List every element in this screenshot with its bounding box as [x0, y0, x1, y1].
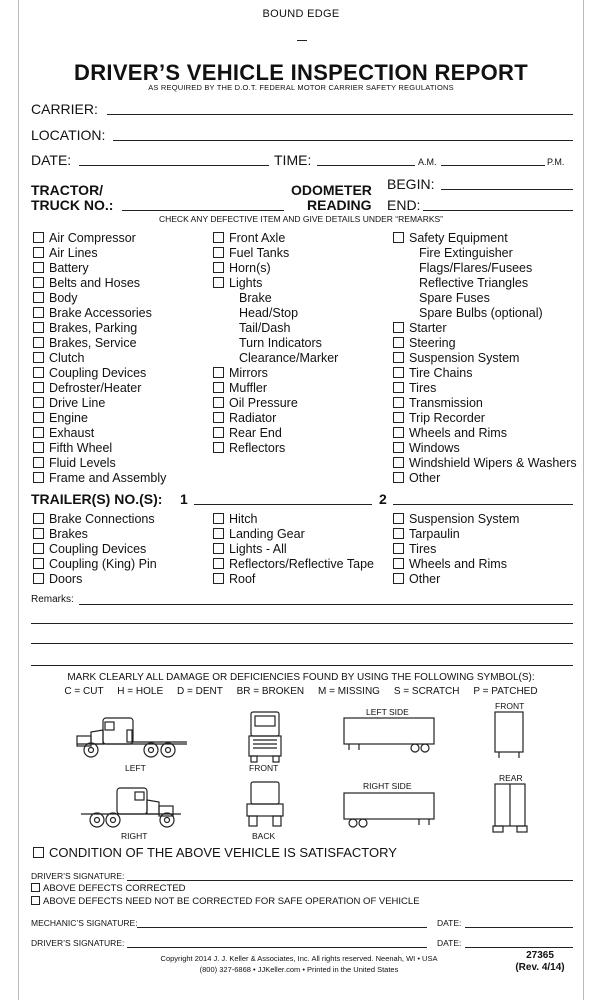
checklist-item-label: Tires [409, 381, 437, 395]
checklist-item[interactable] [393, 527, 460, 542]
odometer-end-field[interactable] [423, 210, 573, 211]
inspection-form [18, 0, 584, 1000]
checkbox[interactable] [393, 337, 404, 348]
tractor-front-view-icon [249, 712, 281, 762]
carrier-label: CARRIER: [31, 101, 98, 117]
checklist-item-label: Trip Recorder [409, 411, 485, 425]
location-label: LOCATION: [31, 127, 106, 143]
checkbox[interactable] [213, 262, 224, 273]
mechanic-date-label: DATE: [437, 918, 462, 928]
trailer-1-label: 1 [180, 491, 188, 507]
checklist-item-label: Lights - All [229, 542, 287, 556]
checklist-item-label: Air Compressor [49, 231, 136, 245]
checklist-item-label: Clutch [49, 351, 85, 365]
checkbox[interactable] [33, 337, 44, 348]
checkbox[interactable] [33, 322, 44, 333]
odometer-begin-field[interactable] [441, 189, 573, 190]
pm-label: P.M. [547, 157, 565, 167]
form-title: DRIVER’S VEHICLE INSPECTION REPORT [74, 60, 528, 85]
checklist-item[interactable] [393, 512, 519, 527]
checkbox[interactable] [33, 442, 44, 453]
checkbox[interactable] [213, 442, 224, 453]
form-number: 27365 [526, 950, 554, 961]
checkbox[interactable] [213, 558, 224, 569]
truck-no-field[interactable] [122, 210, 284, 211]
driver-signature-2-label: DRIVER’S SIGNATURE: [31, 938, 125, 948]
checklist-item-label: Starter [409, 321, 447, 335]
trailer-right-side-icon [344, 793, 434, 827]
remarks-line-2[interactable] [31, 623, 573, 624]
checklist-item[interactable] [33, 471, 166, 486]
checkbox[interactable] [213, 247, 224, 258]
checklist-item[interactable] [33, 557, 157, 572]
checkbox[interactable] [393, 513, 404, 524]
checklist-item-label: Body [49, 291, 78, 305]
check-note: CHECK ANY DEFECTIVE ITEM AND GIVE DETAILS UNDER “REMARKS” [158, 214, 443, 224]
checklist-item-label: Transmission [409, 396, 483, 410]
driver-signature-2-field[interactable] [127, 947, 427, 948]
checklist-item[interactable] [213, 572, 255, 587]
checklist-item-label: Rear End [229, 426, 282, 440]
checklist-item-label: Brakes [49, 527, 88, 541]
checkbox[interactable] [393, 442, 404, 453]
checklist-item-label: Brake [239, 291, 272, 305]
driver-date-label: DATE: [437, 938, 462, 948]
diagram-front-trailer-label: FRONT [495, 701, 525, 711]
checkbox[interactable] [33, 528, 44, 539]
defects-not-needed-checkbox[interactable] [31, 896, 40, 905]
damage-instruction: MARK CLEARLY ALL DAMAGE OR DEFICIENCIES FOUND BY USING THE FOLLOWING SYMBOL(S): [67, 672, 535, 683]
checkbox[interactable] [33, 292, 44, 303]
checklist-item[interactable] [33, 411, 88, 426]
checklist-item[interactable] [213, 261, 271, 276]
reading-label: READING [307, 197, 372, 213]
checklist-item[interactable] [33, 441, 112, 456]
truck-no-label: TRUCK NO.: [31, 197, 114, 213]
date-field[interactable] [79, 165, 269, 166]
checklist-item-label: Reflective Triangles [419, 276, 529, 290]
condition-satisfactory-item[interactable] [33, 845, 397, 860]
checklist-item-label: Steering [409, 336, 456, 350]
mechanic-date-field[interactable] [465, 927, 573, 928]
checkbox[interactable] [33, 247, 44, 258]
checklist-item[interactable] [213, 366, 268, 381]
driver-signature-label: DRIVER’S SIGNATURE: [31, 871, 125, 881]
checklist-item[interactable] [213, 381, 267, 396]
diagram-left-label: LEFT [125, 763, 146, 773]
checklist-item [413, 261, 532, 276]
checkbox[interactable] [33, 262, 44, 273]
checklist-item[interactable] [33, 396, 105, 411]
checklist-item[interactable] [213, 557, 374, 572]
checklist-item[interactable] [393, 471, 440, 486]
checkbox[interactable] [393, 367, 404, 378]
checkbox[interactable] [393, 472, 404, 483]
defects-not-needed-label: ABOVE DEFECTS NEED NOT BE CORRECTED FOR SAFE OPERATION OF VEHICLE [43, 896, 420, 907]
checklist-item[interactable] [213, 426, 282, 441]
carrier-field[interactable] [107, 114, 573, 115]
checklist-item-label: Coupling (King) Pin [49, 557, 157, 571]
checklist-item-label: Tire Chains [409, 366, 473, 380]
checklist-item[interactable] [213, 246, 289, 261]
checklist-item-label: Windows [409, 441, 460, 455]
trailer-1-field[interactable] [194, 504, 372, 505]
checklist-item[interactable] [393, 426, 507, 441]
checklist-item[interactable] [393, 396, 483, 411]
checklist-item[interactable] [213, 542, 287, 557]
location-field[interactable] [113, 140, 573, 141]
checklist-item[interactable] [393, 456, 577, 471]
checklist-item[interactable] [213, 276, 262, 291]
bound-edge-label: BOUND EDGE [262, 8, 340, 20]
copyright-line-1: Copyright 2014 J. J. Keller & Associates, Inc. All rights reserved. Neenah, WI • USA [160, 954, 438, 963]
checklist-item-label: Radiator [229, 411, 277, 425]
defects-corrected-checkbox[interactable] [31, 883, 40, 892]
vehicle-diagrams[interactable] [19, 700, 585, 842]
checkbox[interactable] [393, 427, 404, 438]
end-label: END: [387, 197, 421, 213]
remarks-line-1[interactable] [79, 604, 573, 605]
diagram-right-label: RIGHT [121, 831, 148, 841]
checklist-item-label: Fire Extinguisher [419, 246, 513, 260]
checklist-item-label: Roof [229, 572, 256, 586]
checklist-item-label: Drive Line [49, 396, 106, 410]
checklist-item [413, 246, 513, 261]
checklist-item[interactable] [393, 366, 472, 381]
checklist-item-label: Defroster/Heater [49, 381, 142, 395]
checklist-item-label: Suspension System [409, 512, 520, 526]
checklist-item[interactable] [33, 276, 140, 291]
begin-label: BEGIN: [387, 176, 435, 192]
checklist-item [233, 336, 322, 351]
checkbox[interactable] [33, 277, 44, 288]
diagram-left-side-label: LEFT SIDE [366, 707, 409, 717]
checklist-item[interactable] [33, 381, 141, 396]
defects-corrected-item[interactable] [31, 883, 186, 894]
copyright-line-2: (800) 327-6868 • JJKeller.com • Printed in the United States [199, 965, 399, 974]
checklist-item[interactable] [33, 527, 88, 542]
checklist-item-label: Turn Indicators [239, 336, 322, 350]
mechanic-signature-field[interactable] [137, 927, 427, 928]
checklist-item[interactable] [33, 246, 98, 261]
checkbox[interactable] [213, 543, 224, 554]
checklist-item[interactable] [33, 321, 137, 336]
checkbox[interactable] [33, 513, 44, 524]
diagram-back-label: BACK [252, 831, 276, 841]
checkbox[interactable] [33, 543, 44, 554]
tractor-label: TRACTOR/ [31, 182, 104, 198]
checklist-item-label: Head/Stop [239, 306, 299, 320]
checkbox[interactable] [393, 322, 404, 333]
remarks-label: Remarks: [31, 594, 74, 605]
diagram-rear-label: REAR [499, 773, 523, 783]
checklist-item-label: Safety Equipment [409, 231, 508, 245]
checklist-item-label: Front Axle [229, 231, 286, 245]
checklist-item[interactable] [33, 351, 84, 366]
driver-date-field[interactable] [465, 947, 573, 948]
checklist-item[interactable] [33, 366, 146, 381]
checkbox[interactable] [33, 457, 44, 468]
checklist-item-label: Horn(s) [229, 261, 271, 275]
checklist-item[interactable] [33, 261, 89, 276]
checkbox[interactable] [213, 382, 224, 393]
diagram-right-side-label: RIGHT SIDE [363, 781, 412, 791]
checklist-item-label: Brakes, Parking [49, 321, 138, 335]
tractor-right-view-icon [81, 788, 181, 827]
checkbox[interactable] [213, 412, 224, 423]
time-pm-field[interactable] [441, 165, 545, 166]
checklist-item[interactable] [33, 291, 78, 306]
checkbox[interactable] [33, 232, 44, 243]
checkbox[interactable] [33, 573, 44, 584]
checklist-item [233, 306, 298, 321]
checkbox[interactable] [393, 543, 404, 554]
checklist-item[interactable] [213, 441, 285, 456]
checklist-item[interactable] [393, 411, 485, 426]
checklist-item[interactable] [393, 381, 436, 396]
checklist-item-label: Wheels and Rims [409, 557, 507, 571]
remarks-line-4[interactable] [31, 665, 573, 666]
checklist-item [233, 351, 338, 366]
checkbox[interactable] [393, 558, 404, 569]
checkbox[interactable] [33, 307, 44, 318]
checkbox[interactable] [213, 367, 224, 378]
checklist-item[interactable] [213, 396, 298, 411]
checklist-item[interactable] [393, 441, 460, 456]
checkbox[interactable] [213, 397, 224, 408]
checklist-item [413, 276, 528, 291]
trailer-front-view-icon [495, 712, 523, 758]
trailer-no-label: TRAILER(S) NO.(S): [31, 491, 163, 507]
checklist-item-label: Tires [409, 542, 437, 556]
checklist-item-label: Belts and Hoses [49, 276, 141, 290]
condition-checkbox[interactable] [33, 847, 44, 858]
checkbox[interactable] [33, 382, 44, 393]
checklist-item-label: Fluid Levels [49, 456, 116, 470]
checkbox[interactable] [33, 352, 44, 363]
checklist-item[interactable] [213, 411, 276, 426]
checklist-item [413, 291, 490, 306]
checklist-item-label: Tail/Dash [239, 321, 291, 335]
checklist-item[interactable] [33, 306, 152, 321]
checkbox[interactable] [393, 412, 404, 423]
checkbox[interactable] [393, 573, 404, 584]
checklist-item-label: Oil Pressure [229, 396, 298, 410]
checklist-item[interactable] [393, 542, 436, 557]
checklist-item-label: Engine [49, 411, 88, 425]
checklist-item-label: Spare Fuses [419, 291, 490, 305]
trailer-2-field[interactable] [393, 504, 573, 505]
checkbox[interactable] [33, 427, 44, 438]
checkbox[interactable] [393, 352, 404, 363]
checklist-item[interactable] [33, 512, 155, 527]
checklist-item-label: Hitch [229, 512, 258, 526]
checklist-item[interactable] [33, 572, 82, 587]
checkbox[interactable] [213, 513, 224, 524]
checkbox[interactable] [33, 367, 44, 378]
checklist-item-label: Air Lines [49, 246, 98, 260]
checklist-item[interactable] [393, 336, 456, 351]
defects-corrected-label: ABOVE DEFECTS CORRECTED [43, 883, 186, 894]
checklist-item-label: Other [409, 572, 441, 586]
tractor-left-view-icon [77, 718, 187, 757]
checkbox[interactable] [213, 427, 224, 438]
odometer-label: ODOMETER [291, 182, 372, 198]
checklist-item[interactable] [33, 231, 136, 246]
checklist-item-label: Fuel Tanks [229, 246, 290, 260]
divider [297, 40, 307, 41]
checklist-item-label: Coupling Devices [49, 366, 147, 380]
checklist-item-label: Landing Gear [229, 527, 305, 541]
checklist-item-label: Mirrors [229, 366, 268, 380]
checklist-item[interactable] [213, 231, 285, 246]
checklist-item-label: Brake Accessories [49, 306, 152, 320]
checklist-item-label: Brake Connections [49, 512, 155, 526]
checkbox[interactable] [33, 412, 44, 423]
checklist-item-label: Clearance/Marker [239, 351, 339, 365]
form-revision: (Rev. 4/14) [515, 962, 565, 973]
checklist-item[interactable] [393, 231, 508, 246]
checklist-item[interactable] [33, 542, 146, 557]
am-label: A.M. [418, 157, 437, 167]
diagram-front-label: FRONT [249, 763, 279, 773]
checklist-item[interactable] [393, 572, 440, 587]
checklist-item-label: Suspension System [409, 351, 520, 365]
checkbox[interactable] [213, 573, 224, 584]
time-am-field[interactable] [317, 165, 415, 166]
driver-signature-field[interactable] [127, 880, 573, 881]
remarks-line-3[interactable] [31, 643, 573, 644]
checklist-item-label: Fifth Wheel [49, 441, 113, 455]
checklist-item-label: Frame and Assembly [49, 471, 167, 485]
checklist-item-label: Spare Bulbs (optional) [419, 306, 543, 320]
checklist-item-label: Battery [49, 261, 89, 275]
time-label: TIME: [274, 152, 312, 168]
checkbox[interactable] [33, 472, 44, 483]
checklist-item-label: Reflectors/Reflective Tape [229, 557, 374, 571]
trailer-2-label: 2 [379, 491, 387, 507]
checkbox[interactable] [33, 397, 44, 408]
checkbox[interactable] [393, 457, 404, 468]
checklist-item-label: Coupling Devices [49, 542, 147, 556]
condition-label: CONDITION OF THE ABOVE VEHICLE IS SATISFACTORY [49, 845, 397, 860]
date-label: DATE: [31, 152, 72, 168]
checklist-item-label: Other [409, 471, 441, 485]
checkbox[interactable] [213, 528, 224, 539]
checkbox[interactable] [393, 528, 404, 539]
checklist-item [233, 321, 290, 336]
checklist-item-label: Exhaust [49, 426, 95, 440]
checklist-item-label: Muffler [229, 381, 267, 395]
checklist-item[interactable] [33, 456, 116, 471]
checklist-item [233, 291, 272, 306]
tractor-back-view-icon [247, 782, 283, 826]
damage-symbol-legend: C = CUT H = HOLE D = DENT BR = BROKEN M = MISSING S = SCRATCH P = PATCHED [64, 686, 538, 697]
checklist-item-label: Flags/Flares/Fusees [419, 261, 533, 275]
checkbox[interactable] [393, 232, 404, 243]
checklist-item-label: Windshield Wipers & Washers [409, 456, 577, 470]
trailer-left-side-icon [344, 718, 434, 752]
checklist-item[interactable] [393, 351, 519, 366]
checklist-item[interactable] [213, 512, 257, 527]
checkbox[interactable] [393, 382, 404, 393]
trailer-rear-view-icon [493, 784, 527, 832]
checklist-item-label: Tarpaulin [409, 527, 460, 541]
checklist-item[interactable] [393, 557, 507, 572]
checkbox[interactable] [33, 558, 44, 569]
checklist-item[interactable] [213, 527, 305, 542]
mechanic-signature-label: MECHANIC’S SIGNATURE: [31, 918, 138, 928]
checklist-item[interactable] [33, 336, 137, 351]
checkbox[interactable] [393, 397, 404, 408]
checklist-item-label: Lights [229, 276, 263, 290]
checklist-item-label: Doors [49, 572, 83, 586]
checkbox[interactable] [213, 277, 224, 288]
checklist-item[interactable] [393, 321, 447, 336]
form-subtitle: AS REQUIRED BY THE D.O.T. FEDERAL MOTOR CARRIER SAFETY REGULATIONS [148, 83, 454, 92]
checklist-item-label: Brakes, Service [49, 336, 137, 350]
checklist-item[interactable] [33, 426, 94, 441]
checklist-item-label: Wheels and Rims [409, 426, 507, 440]
checklist-item-label: Reflectors [229, 441, 286, 455]
defects-not-needed-item[interactable] [31, 896, 420, 907]
checkbox[interactable] [213, 232, 224, 243]
checklist-item [413, 306, 543, 321]
